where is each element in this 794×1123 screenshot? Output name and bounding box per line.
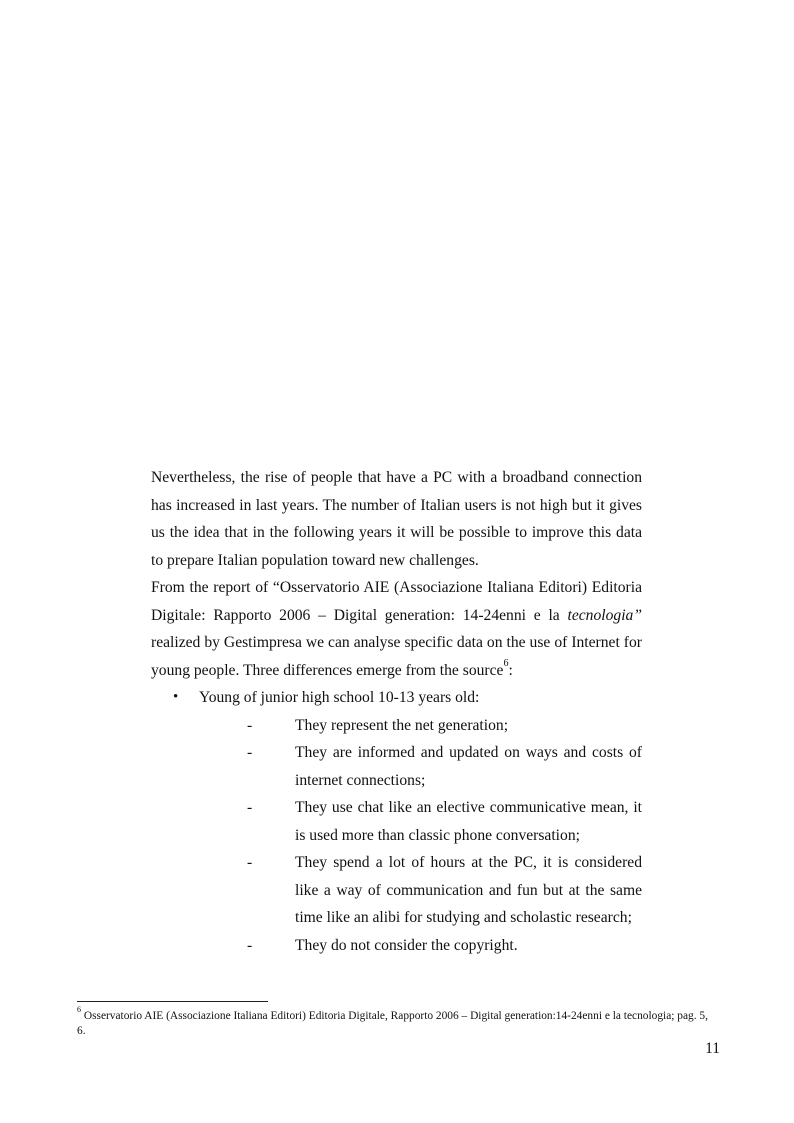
dash-item-text: They use chat like an elective communicative mean, it is used more than classic phone conversation; [295, 799, 642, 844]
report-title-italic: tecnologia” [567, 606, 642, 624]
dash-item-text: They represent the net generation; [295, 716, 509, 734]
paragraph-broadband: Nevertheless, the rise of people that have a PC with a broadband connection has increased in last years. The number of Italian users is not high but it gives us the idea that in the following years it will be possible to improve this data to prepare Italian population toward new challenges. [151, 469, 642, 569]
report-text-part1: From the report of “Osservatorio AIE (Associazione Italiana Editori) Editoria Digitale: Rapporto 2006 – Digital generation: 14-24enni e la [151, 579, 642, 624]
dash-item-text: They spend a lot of hours at the PC, it is considered like a way of communication and fun but at the same time like an alibi for studying and scholastic research; [295, 854, 642, 926]
footnote [77, 1005, 717, 1039]
dash-marker: - [247, 744, 253, 761]
report-text-end: : [508, 661, 513, 679]
bullet-list [151, 684, 642, 959]
main-text [151, 464, 642, 959]
dash-marker: - [247, 854, 253, 871]
paragraph-report [151, 574, 642, 684]
dash-marker: - [247, 716, 253, 734]
dash-item [247, 712, 642, 740]
page-number: 11 [705, 1040, 720, 1057]
dash-item-text: They do not consider the copyright. [295, 936, 518, 954]
dash-marker: - [247, 799, 253, 816]
bullet-icon: • [173, 689, 179, 705]
bullet-item [151, 684, 642, 959]
dash-item [247, 739, 642, 794]
dash-list [199, 712, 642, 960]
report-text-part2: realized by Gestimpresa we can analyse specific data on the use of Internet for young people. Three differences emerge from the source [151, 634, 642, 679]
dash-item [247, 849, 642, 932]
bullet-text: Young of junior high school 10-13 years old: [199, 689, 480, 706]
footnote-text: Osservatorio AIE (Associazione Italiana Editori) Editoria Digitale, Rapporto 2006 – Digital generation:14-24enni e la tecnologia; pag. 5, 6. [77, 1010, 708, 1037]
footnote-reference: 6 [503, 658, 509, 670]
footnote-number: 6 [77, 1005, 81, 1015]
dash-item [247, 932, 642, 960]
dash-marker: - [247, 936, 253, 954]
footnote-divider [77, 1001, 268, 1002]
dash-item-text: They are informed and updated on ways and costs of internet connections; [295, 744, 642, 789]
dash-item [247, 794, 642, 849]
